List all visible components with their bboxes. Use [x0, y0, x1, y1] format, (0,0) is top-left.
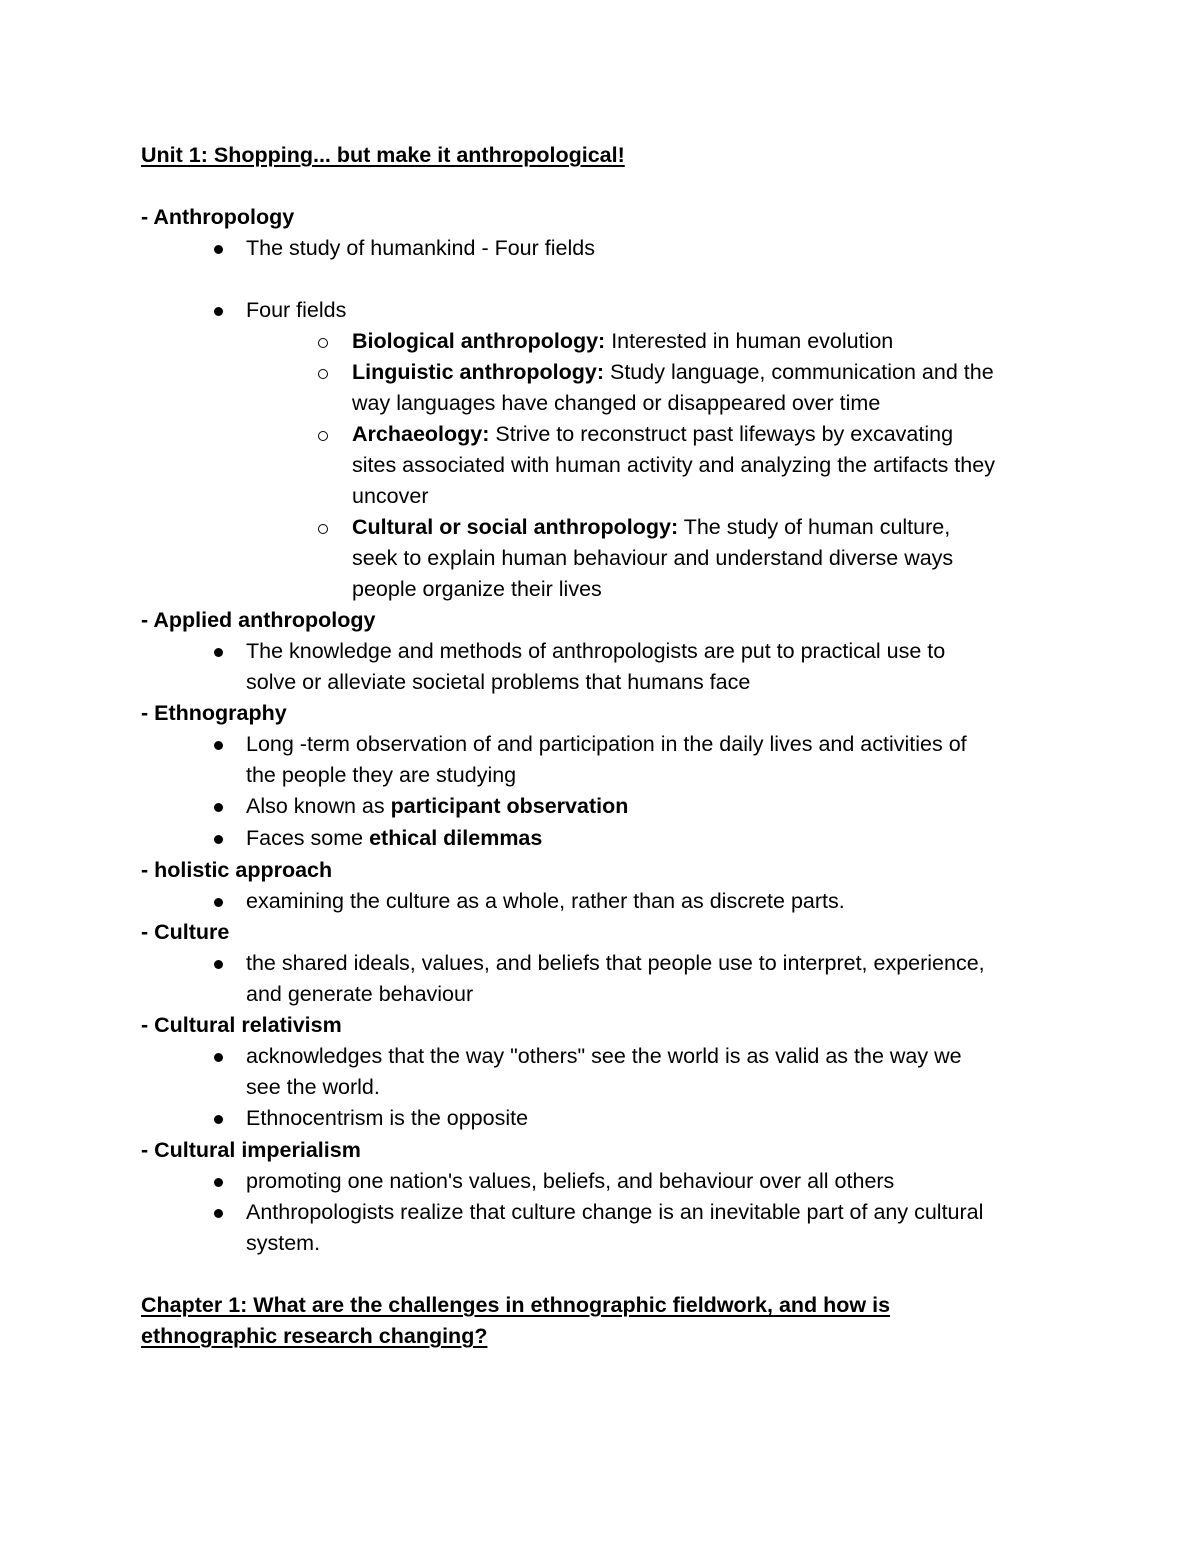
section-holistic-label: - holistic approach	[141, 858, 333, 882]
bullet-ring-icon	[318, 369, 328, 379]
ethnography-bullet-1: Long -term observation of and participation in the daily lives and activities of	[246, 732, 967, 756]
field-linguistic-desc: Study language, communication and the	[604, 360, 994, 384]
culture-bullet-1: the shared ideals, values, and beliefs that people use to interpret, experience,	[246, 951, 985, 975]
anthropology-bullet-1: The study of humankind - Four fields	[246, 236, 595, 260]
bullet-dot-icon	[214, 960, 223, 969]
relativism-bullet-1: acknowledges that the way "others" see the world is as valid as the way we	[246, 1044, 962, 1068]
bullet-dot-icon	[214, 898, 223, 907]
field-cultural-cont: seek to explain human behaviour and understand diverse ways	[352, 546, 954, 570]
bullet-dot-icon	[214, 835, 223, 844]
field-biological-desc: Interested in human evolution	[605, 329, 894, 353]
field-cultural-cont: people organize their lives	[352, 577, 602, 601]
field-archaeology-cont: sites associated with human activity and analyzing the artifacts they	[352, 453, 995, 477]
relativism-bullet-2: Ethnocentrism is the opposite	[246, 1106, 529, 1130]
ethnography-bullet-3	[246, 823, 542, 854]
section-anthropology-label: - Anthropology	[141, 205, 295, 229]
chapter-title-cont: ethnographic research changing?	[141, 1324, 488, 1348]
applied-bullet-1-cont: solve or alleviate societal problems that humans face	[246, 670, 751, 694]
bullet-dot-icon	[214, 1115, 223, 1124]
imperialism-bullet-2: Anthropologists realize that culture change is an inevitable part of any cultural	[246, 1200, 984, 1224]
culture-bullet-1-cont: and generate behaviour	[246, 982, 474, 1006]
bullet-dot-icon	[214, 741, 223, 750]
section-imperialism-label: - Cultural imperialism	[141, 1138, 361, 1162]
field-cultural-term: Cultural or social anthropology:	[352, 515, 679, 539]
ethnography-bullet-2-term: participant observation	[390, 794, 629, 818]
bullet-dot-icon	[214, 245, 223, 254]
field-archaeology-cont: uncover	[352, 484, 429, 508]
field-archaeology	[352, 419, 953, 450]
field-cultural	[352, 512, 950, 543]
imperialism-bullet-1: promoting one nation's values, beliefs, and behaviour over all others	[246, 1169, 895, 1193]
field-cultural-desc: The study of human culture,	[678, 515, 951, 539]
imperialism-bullet-2-cont: system.	[246, 1231, 321, 1255]
ethnography-bullet-3-term: ethical dilemmas	[369, 826, 543, 850]
bullet-dot-icon	[214, 648, 223, 657]
bullet-ring-icon	[318, 338, 328, 348]
applied-bullet-1: The knowledge and methods of anthropologists are put to practical use to	[246, 639, 946, 663]
field-biological-term: Biological anthropology:	[352, 329, 606, 353]
bullet-ring-icon	[318, 431, 328, 441]
bullet-dot-icon	[214, 1053, 223, 1062]
bullet-dot-icon	[214, 1209, 223, 1218]
ethnography-bullet-2-text: Also known as	[246, 794, 391, 818]
bullet-dot-icon	[214, 803, 223, 812]
section-relativism-label: - Cultural relativism	[141, 1013, 342, 1037]
bullet-dot-icon	[214, 307, 223, 316]
field-linguistic-cont: way languages have changed or disappeared over time	[352, 391, 881, 415]
bullet-dot-icon	[214, 1178, 223, 1187]
field-biological	[352, 326, 893, 357]
ethnography-bullet-1-cont: the people they are studying	[246, 763, 517, 787]
field-archaeology-term: Archaeology:	[352, 422, 490, 446]
holistic-bullet-1: examining the culture as a whole, rather than as discrete parts.	[246, 889, 845, 913]
relativism-bullet-1-cont: see the world.	[246, 1075, 380, 1099]
field-linguistic-term: Linguistic anthropology:	[352, 360, 605, 384]
ethnography-bullet-3-text: Faces some	[246, 826, 370, 850]
chapter-title: Chapter 1: What are the challenges in ethnographic fieldwork, and how is	[141, 1293, 891, 1317]
section-ethnography-label: - Ethnography	[141, 701, 287, 725]
unit-title: Unit 1: Shopping... but make it anthropological!	[141, 143, 625, 167]
section-culture-label: - Culture	[141, 920, 230, 944]
ethnography-bullet-2	[246, 791, 628, 822]
section-applied-label: - Applied anthropology	[141, 608, 376, 632]
field-linguistic	[352, 357, 994, 388]
field-archaeology-desc: Strive to reconstruct past lifeways by excavating	[489, 422, 954, 446]
bullet-ring-icon	[318, 524, 328, 534]
anthropology-bullet-2: Four fields	[246, 298, 347, 322]
